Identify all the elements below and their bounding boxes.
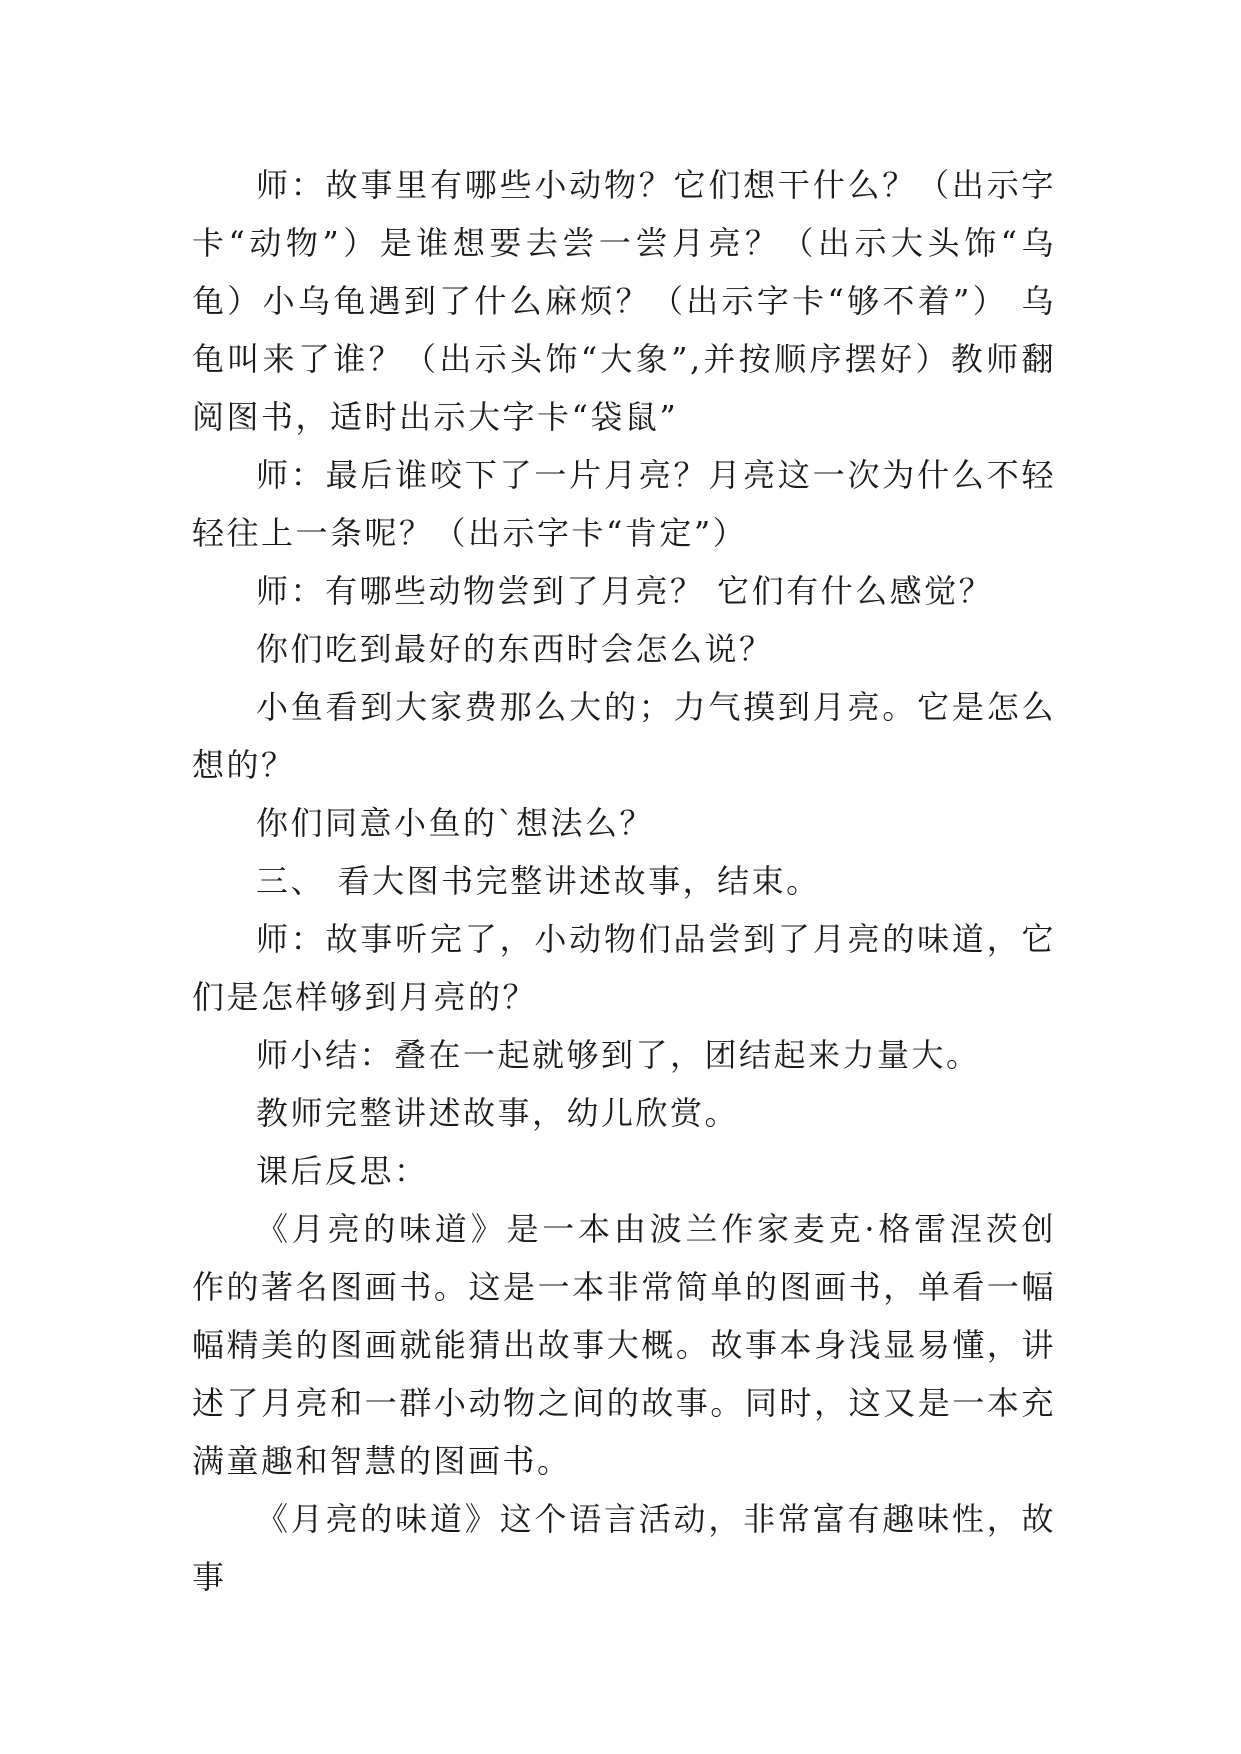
paragraph-teacher-story-finished: 师：故事听完了，小动物们品尝到了月亮的味道，它们是怎样够到月亮的？ — [192, 920, 1056, 1016]
paragraph-teacher-question-animals: 师：故事里有哪些小动物？它们想干什么？（出示字卡“动物”）是谁想要去尝一尝月亮？（出示大头饰“乌龟）小乌龟遇到了什么麻烦？（出示字卡“够不着”） 乌龟叫来了谁？（出示头饰“大象”,并按顺序摆好）教师翻阅图书，适时出示大字卡“袋鼠” — [192, 166, 1056, 436]
paragraph-question-best-food: 你们吃到最好的东西时会怎么说？ — [256, 630, 774, 668]
paragraph-teacher-retell: 教师完整讲述故事，幼儿欣赏。 — [256, 1094, 740, 1132]
paragraph-teacher-question-taste: 师：有哪些动物尝到了月亮？ 它们有什么感觉？ — [256, 572, 994, 610]
paragraph-fish-thought: 小鱼看到大家费那么大的；力气摸到月亮。它是怎么想的？ — [192, 688, 1056, 784]
paragraph-reflection-activity: 《月亮的味道》这个语言活动，非常富有趣味性，故事 — [192, 1500, 1056, 1596]
section-heading-three: 三、 看大图书完整讲述故事，结束。 — [256, 862, 821, 900]
heading-reflection: 课后反思： — [256, 1152, 429, 1190]
paragraph-teacher-summary: 师小结：叠在一起就够到了，团结起来力量大。 — [256, 1036, 981, 1074]
paragraph-reflection-book: 《月亮的味道》是一本由波兰作家麦克·格雷涅茨创作的著名图画书。这是一本非常简单的图画书，单看一幅幅精美的图画就能猜出故事大概。故事本身浅显易懂，讲述了月亮和一群小动物之间的故事。同时，这又是一本充满童趣和智慧的图画书。 — [192, 1210, 1056, 1480]
document-page — [192, 156, 1056, 1606]
paragraph-agree-fish: 你们同意小鱼的`想法么？ — [256, 804, 655, 842]
paragraph-teacher-question-bite: 师：最后谁咬下了一片月亮？月亮这一次为什么不轻轻往上一条呢？（出示字卡“肯定”） — [192, 456, 1056, 552]
